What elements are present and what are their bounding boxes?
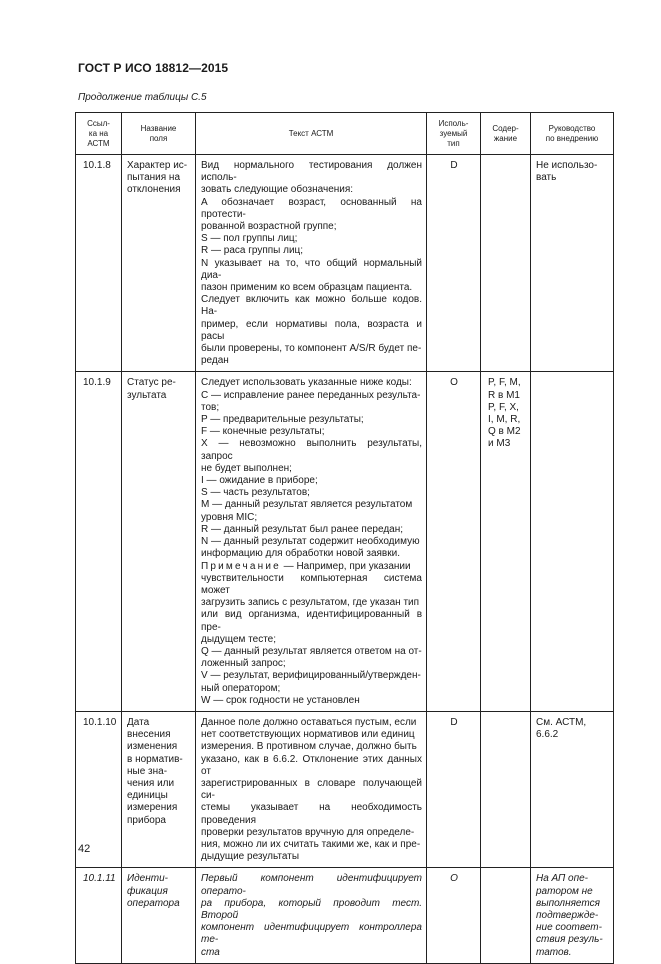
content-cell [481, 868, 531, 964]
astm-text-cell [196, 372, 427, 711]
text-line: стемы указывает на необходимость проведения [201, 802, 422, 826]
text-line: компонент идентифицирует контроллера те- [201, 922, 422, 946]
text-line: пазон применим ко всем образцам пациента. [201, 282, 413, 294]
table-row [76, 155, 614, 372]
type-cell: O [427, 868, 481, 964]
astm-text-block: Следует использовать указанные ниже коды: C — исправление ранее переданных результа- тов; P — предварительные результаты; F — конечные результаты; X — невозможно выполнить результаты, запрос не будет выполнен; I — ожидание в приборе; S — часть результатов; M — данный результат является результатом уровня MIC; R — данный результат был ранее передан; N — данный результат содержит необходимую информацию для обработки новой заявки. [201, 377, 422, 560]
table-row [76, 372, 614, 711]
text-line: N указывает на то, что общий нормальный диа- [201, 257, 422, 281]
column-header-astm-text: Текст АСТМ [196, 113, 427, 155]
text-line: дыдущие результаты [201, 851, 300, 863]
recommendation-cell [531, 372, 614, 711]
astm-text-block: Q — данный результат является ответом на от- ложенный запрос; V — результат, верифицированный/утвержден- ный оператором; W — срок годности не установлен [201, 645, 422, 706]
text-line: Вид нормального тестирования должен исполь- [201, 160, 422, 184]
type-cell: O [427, 372, 481, 711]
text-line: рованной возрастной группе; [201, 221, 337, 233]
recommendation-cell: Не использо- вать [531, 155, 614, 372]
recommendation-cell: См. АСТМ, 6.6.2 [531, 711, 614, 867]
column-header-recommendation: Руководство по внедрению [531, 113, 614, 155]
text-line: нет соответствующих нормативов или единиц [201, 729, 415, 741]
table-caption: Продолжение таблицы С.5 [78, 92, 207, 103]
field-name-cell: Характер ис- пытания на отклонения [122, 155, 196, 372]
reference-cell: 10.1.9 [76, 372, 122, 711]
text-line: R — раса группы лиц; [201, 245, 304, 257]
column-header-field-name: Название поля [122, 113, 196, 155]
astm-text-cell [196, 868, 427, 964]
field-name-cell: Иденти- фикация оператора [122, 868, 196, 964]
text-line: пример, если нормативы пола, возраста и расы [201, 318, 422, 342]
reference-cell: 10.1.11 [76, 868, 122, 964]
text-line: A обозначает возраст, основанный на протести- [201, 196, 422, 220]
text-line: ния, можно ли их считать такими же, как и пре- [201, 838, 421, 850]
text-line: Следует включить как можно больше кодов. На- [201, 294, 422, 318]
field-name-cell: Статус ре- зультата [122, 372, 196, 711]
text-line: были проверены, то компонент A/S/R будет пе- [201, 343, 422, 355]
text-line: ра прибора, который проводит тест. Второй [201, 897, 422, 921]
text-line: редан [201, 355, 229, 367]
column-header-type: Исполь- зуемый тип [427, 113, 481, 155]
note-label: Примечание [201, 560, 281, 572]
column-header-reference: Ссыл- ка на АСТМ [76, 113, 122, 155]
text-line: зовать следующие обозначения: [201, 184, 354, 196]
text-line: измерения. В противном случае, должно быть [201, 741, 417, 753]
recommendation-cell: На АП опе- ратором не выполняется подтвержде- ние соответ- ствия резуль- татов. [531, 868, 614, 964]
text-line: указано, как в 6.6.2. Отклонение этих данных от [201, 753, 422, 777]
table-row [76, 868, 614, 964]
text-line: проверки результатов вручную для определе- [201, 826, 415, 838]
type-cell: D [427, 155, 481, 372]
type-cell: D [427, 711, 481, 867]
text-line: Данное поле должно оставаться пустым, если [201, 716, 417, 728]
table-row [76, 711, 614, 867]
page-number: 42 [78, 843, 91, 855]
field-name-cell: Дата внесения изменения в норматив- ные зна- чения или единицы измерения прибора [122, 711, 196, 867]
text-line: ста [201, 946, 220, 958]
note-paragraph [201, 561, 422, 646]
content-cell [481, 711, 531, 867]
text-line: Первый компонент идентифицирует операто- [201, 873, 422, 897]
reference-cell: 10.1.10 [76, 711, 122, 867]
astm-table [75, 112, 614, 964]
text-line: S — пол группы лиц; [201, 233, 298, 245]
astm-text-cell [196, 155, 427, 372]
document-title: ГОСТ Р ИСО 18812—2015 [78, 61, 229, 75]
note-text: — Например, при указании чувствительности компьютерная система может загрузить запись с результатом, где указан тип или вид организма, идентифицированный в пре- дыдущем тесте; [201, 560, 422, 645]
table-header-row [76, 113, 614, 155]
column-header-content: Содер- жание [481, 113, 531, 155]
content-cell: P, F, M, R в M1 P, F, X, I, M, R, Q в M2 и M3 [481, 372, 531, 711]
content-cell [481, 155, 531, 372]
reference-cell: 10.1.8 [76, 155, 122, 372]
astm-text-cell [196, 711, 427, 867]
text-line: зарегистрированных в словаре получающей си- [201, 777, 422, 802]
